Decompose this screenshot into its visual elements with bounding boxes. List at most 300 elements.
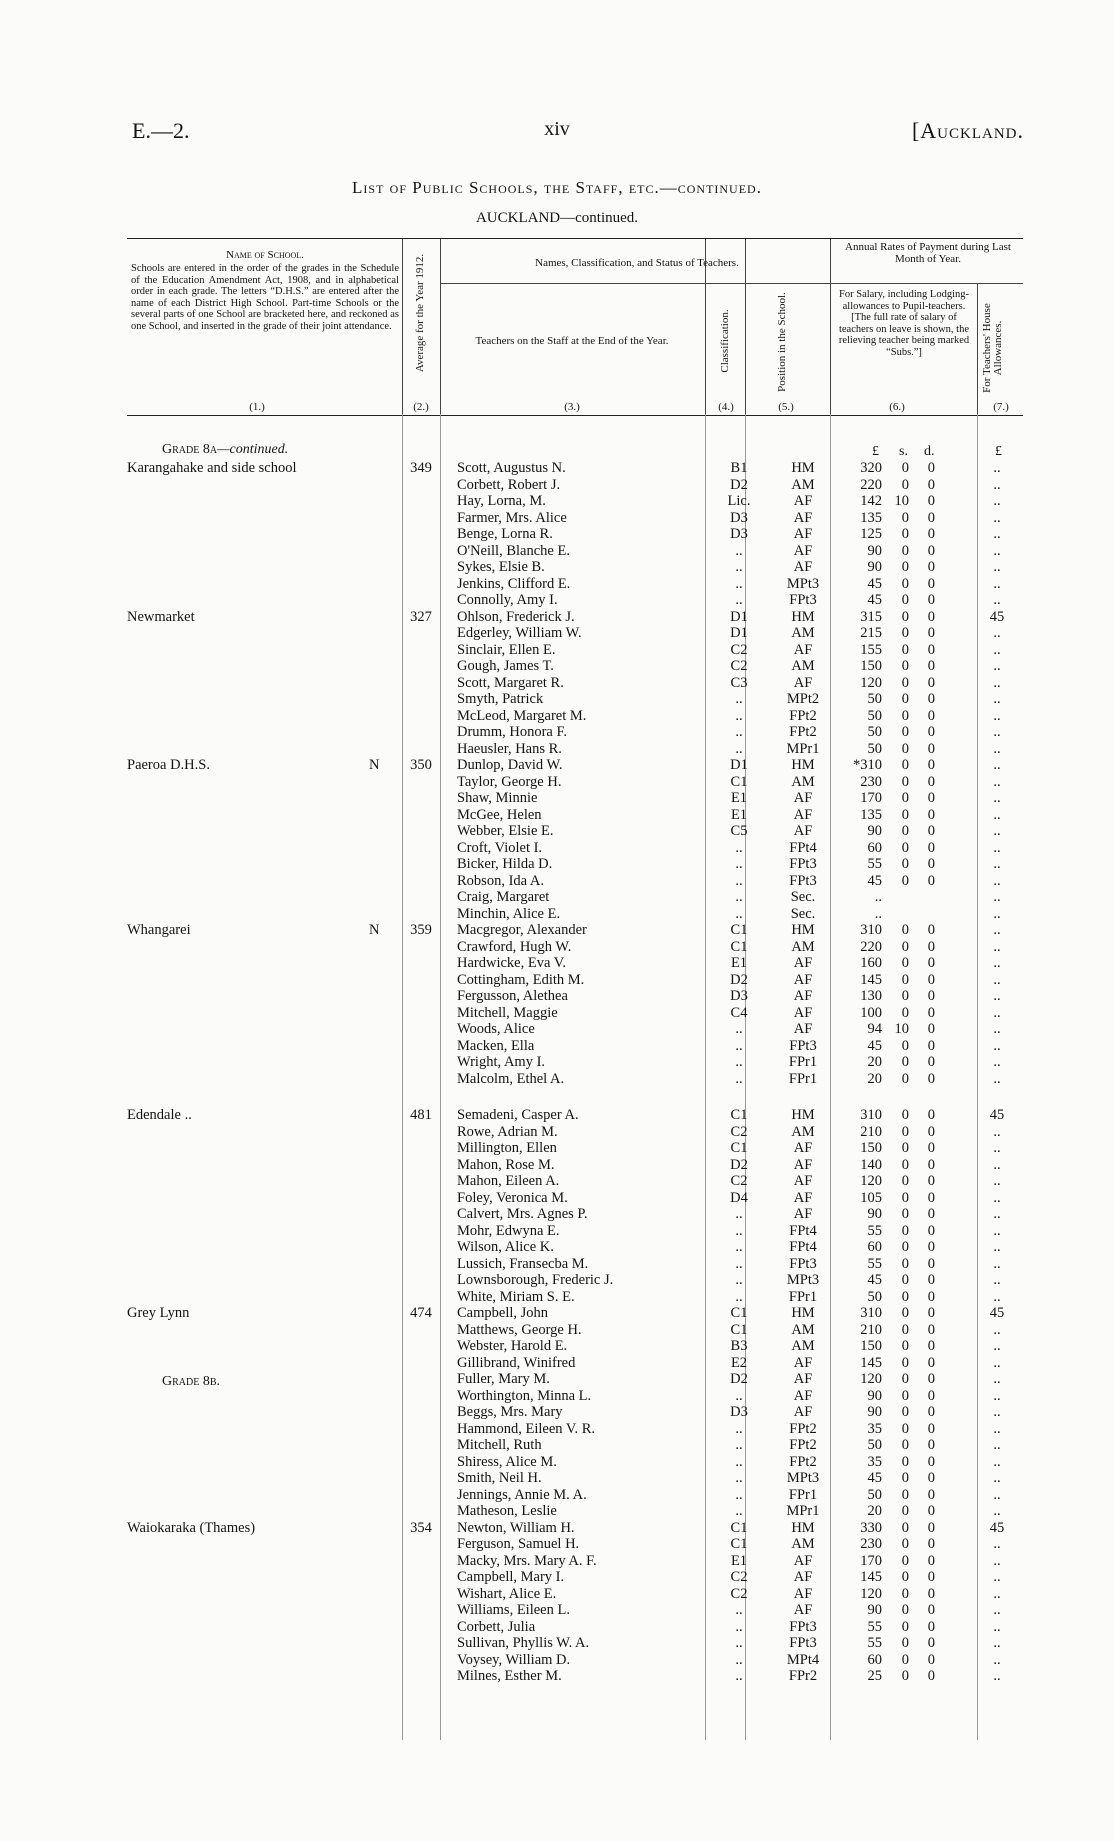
salary-pence: 0 xyxy=(927,1189,935,1206)
table-row xyxy=(127,922,1023,938)
table-row xyxy=(127,1005,1023,1021)
salary-pounds: 60 xyxy=(867,1651,882,1668)
classification: C1 xyxy=(730,1519,748,1536)
table-row xyxy=(127,790,1023,806)
table-row xyxy=(127,807,1023,823)
salary-pounds: 320 xyxy=(860,460,882,476)
teacher-name: Macken, Ella xyxy=(457,1037,535,1054)
classification: .. xyxy=(735,1602,743,1618)
classification: D3 xyxy=(730,509,748,526)
teacher-name: Crawford, Hugh W. xyxy=(457,938,572,955)
position: AF xyxy=(793,509,813,526)
table-row xyxy=(127,642,1023,658)
salary-shillings: 0 xyxy=(901,1206,909,1222)
position: MPr1 xyxy=(786,1503,820,1519)
salary-shillings: 0 xyxy=(901,509,909,526)
salary-pence: 0 xyxy=(927,1420,935,1437)
teacher-name: White, Miriam S. E. xyxy=(457,1288,575,1305)
teachers-header: Teachers on the Staff at the End of the Year. xyxy=(475,335,669,347)
salary-shillings: 0 xyxy=(901,872,909,889)
salary-pounds: 120 xyxy=(860,1371,882,1387)
table-row xyxy=(127,543,1023,559)
salary-pence: 0 xyxy=(927,509,935,526)
salary-pence: 0 xyxy=(927,839,935,856)
salary-pounds: 135 xyxy=(860,509,882,526)
position: AM xyxy=(791,1338,815,1354)
table-row xyxy=(127,1602,1023,1618)
salary-pounds: *310 xyxy=(853,757,882,773)
house-allowance: .. xyxy=(993,592,1001,608)
salary-shillings: 0 xyxy=(901,955,909,971)
house-allowance: .. xyxy=(993,1486,1001,1503)
teacher-name: Mohr, Edwyna E. xyxy=(457,1222,560,1239)
salary-shillings: 0 xyxy=(901,1338,909,1354)
salary-pence: 0 xyxy=(927,1321,935,1338)
salary-pounds: 50 xyxy=(867,740,882,757)
salary-pence: 0 xyxy=(927,1552,935,1569)
salary-pounds: .. xyxy=(874,905,882,922)
position: FPr1 xyxy=(788,1288,818,1305)
position: AF xyxy=(793,493,813,509)
house-allowance: .. xyxy=(993,559,1001,575)
position: AM xyxy=(791,1321,815,1338)
school-average: 349 xyxy=(410,460,432,476)
salary-pence: 0 xyxy=(927,790,935,806)
teacher-name: Edgerley, William W. xyxy=(457,625,582,641)
salary-pounds: 55 xyxy=(867,1618,882,1635)
house-allowance: .. xyxy=(993,1239,1001,1255)
table-row xyxy=(127,1421,1023,1437)
position: FPt3 xyxy=(789,1618,817,1635)
salary-shillings: 0 xyxy=(901,1354,909,1371)
col7-number: (7.) xyxy=(993,401,1009,413)
teacher-name: Mitchell, Ruth xyxy=(457,1437,542,1453)
school-average: 354 xyxy=(410,1519,432,1536)
teacher-name: Shaw, Minnie xyxy=(457,790,538,806)
position: AM xyxy=(791,1123,815,1140)
table-row xyxy=(127,988,1023,1004)
teacher-name: Jenkins, Clifford E. xyxy=(457,575,571,592)
table-row xyxy=(127,576,1023,592)
salary-pence: 0 xyxy=(927,971,935,988)
salary-pounds: 55 xyxy=(867,1635,882,1651)
teacher-name: Ohlson, Frederick J. xyxy=(457,608,575,625)
classification: .. xyxy=(735,1387,743,1404)
position: FPt4 xyxy=(789,1222,817,1239)
classification: .. xyxy=(735,1470,743,1486)
position: FPt2 xyxy=(789,1437,817,1453)
house-allowance: .. xyxy=(993,773,1001,790)
classification: .. xyxy=(735,1437,743,1453)
salary-pounds: 45 xyxy=(867,1272,882,1288)
teacher-name: Foley, Veronica M. xyxy=(457,1189,568,1206)
teacher-name: Beggs, Mrs. Mary xyxy=(457,1404,563,1420)
table-row xyxy=(127,625,1023,641)
table-row xyxy=(127,757,1023,773)
table-row xyxy=(127,1454,1023,1470)
salary-pounds: 50 xyxy=(867,1437,882,1453)
classification: C1 xyxy=(730,1107,748,1123)
classification: .. xyxy=(735,1222,743,1239)
salary-shillings: 0 xyxy=(901,1569,909,1585)
position: HM xyxy=(791,757,815,773)
classification: C2 xyxy=(730,1585,748,1602)
shillings-heading: s. xyxy=(899,444,908,459)
classification: .. xyxy=(735,1272,743,1288)
table-row xyxy=(127,1256,1023,1272)
school-name: Waiokaraka (Thames) xyxy=(127,1519,256,1536)
salary-pence: 0 xyxy=(927,476,935,493)
salary-pounds: 215 xyxy=(860,625,882,641)
col3-number: (3.) xyxy=(564,401,580,413)
classification: E1 xyxy=(730,790,748,806)
classification: .. xyxy=(735,542,743,559)
classification: .. xyxy=(735,1618,743,1635)
table-row xyxy=(127,1569,1023,1585)
salary-pence: 0 xyxy=(927,542,935,559)
teacher-name: Worthington, Minna L. xyxy=(457,1387,592,1404)
teacher-name: Croft, Violet I. xyxy=(457,839,543,856)
table-row xyxy=(127,774,1023,790)
salary-shillings: 0 xyxy=(901,1651,909,1668)
salary-pounds: 90 xyxy=(867,1602,882,1618)
salary-pence: 0 xyxy=(927,922,935,938)
salary-shillings: 0 xyxy=(901,1107,909,1123)
table-row xyxy=(127,724,1023,740)
school-average: 350 xyxy=(410,757,432,773)
teacher-name: Sinclair, Ellen E. xyxy=(457,641,556,658)
teacher-name: Drumm, Honora F. xyxy=(457,724,567,740)
teacher-name: Malcolm, Ethel A. xyxy=(457,1070,565,1087)
salary-shillings: 0 xyxy=(901,1503,909,1519)
salary-shillings: 0 xyxy=(901,922,909,938)
salary-pounds: 140 xyxy=(860,1156,882,1173)
teacher-name: Matthews, George H. xyxy=(457,1321,582,1338)
position: MPt3 xyxy=(786,1470,820,1486)
classification: C1 xyxy=(730,1305,748,1321)
salary-shillings: 0 xyxy=(901,856,909,872)
page-number: xiv xyxy=(544,118,570,140)
salary-header: For Salary, including Lodging-allowances to Pupil-teachers. [The full rate of salary of teachers on leave is shown, the relieving teacher being marked “Subs.”] xyxy=(838,289,970,358)
salary-shillings: 0 xyxy=(901,1635,909,1651)
house-allowance: 45 xyxy=(989,1519,1005,1536)
classification: D1 xyxy=(730,757,748,773)
table-row xyxy=(127,906,1023,922)
salary-pounds: 60 xyxy=(867,1239,882,1255)
classification: .. xyxy=(735,592,743,608)
teacher-name: Hammond, Eileen V. R. xyxy=(457,1420,596,1437)
school-name-description: Schools are entered in the order of the grades in the Schedule of the Education Amendment Act, 1908, and in alphabetical order in each grade. The letters “D.H.S.” are entered after the name of each District High School. Part-time Schools or the several parts of one School are bracketed here, and reckoned as one School, and inserted in the grade of their joint attendance. xyxy=(131,263,399,332)
salary-pence: 0 xyxy=(927,1404,935,1420)
salary-pounds: 130 xyxy=(860,988,882,1004)
house-allowance: .. xyxy=(993,674,1001,691)
position: AF xyxy=(793,542,813,559)
table-row xyxy=(127,1223,1023,1239)
classification: C1 xyxy=(730,922,748,938)
classification: .. xyxy=(735,1635,743,1651)
salary-pounds: 20 xyxy=(867,1054,882,1070)
school-name-header: Name of School. xyxy=(226,249,304,261)
house-allowance: 45 xyxy=(989,608,1005,625)
classification: B3 xyxy=(730,1338,748,1354)
position: AF xyxy=(793,1552,813,1569)
position: AF xyxy=(793,806,813,823)
salary-pounds: 145 xyxy=(860,1354,882,1371)
classification: .. xyxy=(735,1668,743,1684)
table-row xyxy=(127,1355,1023,1371)
col6-number: (6.) xyxy=(889,401,905,413)
position: HM xyxy=(791,1305,815,1321)
house-allowance: .. xyxy=(993,1618,1001,1635)
table-row xyxy=(127,1404,1023,1420)
teacher-name: McGee, Helen xyxy=(457,806,542,823)
classification: .. xyxy=(735,1070,743,1087)
salary-pence: 0 xyxy=(927,1239,935,1255)
classification: C3 xyxy=(730,674,748,691)
classification: .. xyxy=(735,691,743,707)
salary-shillings: 0 xyxy=(901,724,909,740)
col5-number: (5.) xyxy=(778,401,794,413)
pence-heading: d. xyxy=(924,444,935,459)
salary-shillings: 0 xyxy=(901,1453,909,1470)
salary-shillings: 0 xyxy=(901,1404,909,1420)
salary-pounds: 50 xyxy=(867,707,882,724)
salary-pounds: 310 xyxy=(860,922,882,938)
salary-shillings: 0 xyxy=(901,1387,909,1404)
table-row xyxy=(127,1503,1023,1519)
teacher-name: Campbell, John xyxy=(457,1305,549,1321)
salary-pounds: 35 xyxy=(867,1453,882,1470)
position: FPt3 xyxy=(789,1255,817,1272)
salary-pence: 0 xyxy=(927,1123,935,1140)
classification: B1 xyxy=(730,460,748,476)
table-row xyxy=(127,1206,1023,1222)
table-row xyxy=(127,1586,1023,1602)
salary-shillings: 0 xyxy=(901,575,909,592)
salary-shillings: 0 xyxy=(901,542,909,559)
salary-pence: 0 xyxy=(927,1222,935,1239)
salary-pence: 0 xyxy=(927,1272,935,1288)
school-name: Newmarket xyxy=(127,608,195,625)
pounds-heading: £ xyxy=(872,444,879,459)
classification: E2 xyxy=(730,1354,748,1371)
salary-shillings: 0 xyxy=(901,526,909,542)
house-allowance: .. xyxy=(993,1070,1001,1087)
table-row xyxy=(127,1652,1023,1668)
house-allowance: .. xyxy=(993,1173,1001,1189)
classification: D2 xyxy=(730,971,748,988)
salary-shillings: 0 xyxy=(901,1222,909,1239)
salary-pounds: 45 xyxy=(867,1037,882,1054)
salary-pence: 0 xyxy=(927,1354,935,1371)
school-staff-table xyxy=(127,414,1023,1740)
salary-shillings: 0 xyxy=(901,1486,909,1503)
salary-pounds: 155 xyxy=(860,641,882,658)
teacher-name: Corbett, Robert J. xyxy=(457,476,561,493)
salary-shillings: 0 xyxy=(901,773,909,790)
position: AM xyxy=(791,938,815,955)
house-allowance: .. xyxy=(993,460,1001,476)
teacher-name: Woods, Alice xyxy=(457,1021,535,1037)
table-row xyxy=(127,840,1023,856)
col4-number: (4.) xyxy=(718,401,734,413)
school-name: Grey Lynn xyxy=(127,1305,190,1321)
house-allowance: .. xyxy=(993,988,1001,1004)
house-allowance: .. xyxy=(993,1206,1001,1222)
classification: .. xyxy=(735,856,743,872)
table-row xyxy=(127,1470,1023,1486)
salary-pence: 0 xyxy=(927,674,935,691)
allowance-pounds-heading: £ xyxy=(995,444,1002,459)
document-subtitle: AUCKLAND—continued. xyxy=(475,210,639,226)
position: HM xyxy=(791,1107,815,1123)
table-row xyxy=(127,1536,1023,1552)
position: AF xyxy=(793,790,813,806)
teacher-name: Benge, Lorna R. xyxy=(457,526,553,542)
salary-shillings: 0 xyxy=(901,806,909,823)
classification: D4 xyxy=(730,1189,748,1206)
salary-pence: 0 xyxy=(927,1618,935,1635)
classification: .. xyxy=(735,889,743,905)
salary-pence: 0 xyxy=(927,955,935,971)
house-allowance: .. xyxy=(993,1536,1001,1552)
teacher-name: Corbett, Julia xyxy=(457,1618,536,1635)
table-row xyxy=(127,1190,1023,1206)
table-row xyxy=(127,675,1023,691)
house-allowance: .. xyxy=(993,955,1001,971)
position: MPt3 xyxy=(786,1272,820,1288)
teacher-name: Calvert, Mrs. Agnes P. xyxy=(457,1206,588,1222)
teacher-name: O'Neill, Blanche E. xyxy=(457,542,570,559)
house-allowance: 45 xyxy=(989,1305,1005,1321)
house-allowance: .. xyxy=(993,575,1001,592)
salary-shillings: 0 xyxy=(901,1536,909,1552)
position: FPr2 xyxy=(788,1668,818,1684)
salary-shillings: 10 xyxy=(894,1021,909,1037)
salary-shillings: 0 xyxy=(901,658,909,674)
teacher-name: Williams, Eileen L. xyxy=(457,1602,570,1618)
classification: C1 xyxy=(730,1140,748,1156)
salary-shillings: 0 xyxy=(901,1585,909,1602)
position: AF xyxy=(793,1569,813,1585)
salary-pounds: 50 xyxy=(867,1486,882,1503)
salary-shillings: 0 xyxy=(901,740,909,757)
col2-number: (2.) xyxy=(413,401,429,413)
classification: .. xyxy=(735,1239,743,1255)
position: FPt2 xyxy=(789,707,817,724)
salary-shillings: 0 xyxy=(901,790,909,806)
position: FPt3 xyxy=(789,856,817,872)
table-row xyxy=(127,559,1023,575)
house-allowance: 45 xyxy=(989,1107,1005,1123)
position: FPt2 xyxy=(789,1453,817,1470)
house-allowance: .. xyxy=(993,1503,1001,1519)
salary-pounds: 210 xyxy=(860,1321,882,1338)
salary-pence: 0 xyxy=(927,575,935,592)
salary-shillings: 0 xyxy=(901,625,909,641)
salary-pence: 0 xyxy=(927,460,935,476)
salary-pence: 0 xyxy=(927,1070,935,1087)
salary-pence: 0 xyxy=(927,1387,935,1404)
position: AF xyxy=(793,1371,813,1387)
salary-pence: 0 xyxy=(927,1503,935,1519)
house-allowance: .. xyxy=(993,1437,1001,1453)
salary-pence: 0 xyxy=(927,1037,935,1054)
salary-pence: 0 xyxy=(927,641,935,658)
position: FPt3 xyxy=(789,1037,817,1054)
table-row xyxy=(127,1021,1023,1037)
house-allowance: .. xyxy=(993,1569,1001,1585)
position: AF xyxy=(793,1206,813,1222)
house-allowance: .. xyxy=(993,658,1001,674)
position: FPt3 xyxy=(789,592,817,608)
teacher-name: Jennings, Annie M. A. xyxy=(457,1486,587,1503)
salary-shillings: 0 xyxy=(901,1123,909,1140)
salary-pence: 0 xyxy=(927,938,935,955)
teacher-name: Sullivan, Phyllis W. A. xyxy=(457,1635,590,1651)
teacher-name: Rowe, Adrian M. xyxy=(457,1123,558,1140)
classification: E1 xyxy=(730,955,748,971)
salary-pence: 0 xyxy=(927,823,935,839)
teacher-name: Gillibrand, Winifred xyxy=(457,1354,576,1371)
salary-pence: 0 xyxy=(927,707,935,724)
table-row xyxy=(127,1038,1023,1054)
salary-shillings: 0 xyxy=(901,1189,909,1206)
salary-pounds: 50 xyxy=(867,1288,882,1305)
house-allowance: .. xyxy=(993,707,1001,724)
salary-shillings: 0 xyxy=(901,707,909,724)
salary-shillings: 0 xyxy=(901,1156,909,1173)
salary-pence: 0 xyxy=(927,1255,935,1272)
classification: C2 xyxy=(730,641,748,658)
salary-pounds: 150 xyxy=(860,658,882,674)
house-allowance: .. xyxy=(993,691,1001,707)
teacher-name: Bicker, Hilda D. xyxy=(457,856,553,872)
salary-shillings: 0 xyxy=(901,476,909,493)
school-name: Paeroa D.H.S. xyxy=(127,757,210,773)
house-allowance: .. xyxy=(993,1054,1001,1070)
position: AF xyxy=(793,1354,813,1371)
position: FPt4 xyxy=(789,839,817,856)
table-row xyxy=(127,972,1023,988)
salary-pounds: 230 xyxy=(860,1536,882,1552)
house-allowance: .. xyxy=(993,1272,1001,1288)
salary-pounds: 330 xyxy=(860,1519,882,1536)
salary-pence: 0 xyxy=(927,1668,935,1684)
salary-shillings: 0 xyxy=(901,691,909,707)
position: AM xyxy=(791,658,815,674)
classification: C1 xyxy=(730,773,748,790)
table-row xyxy=(127,873,1023,889)
house-allowance: .. xyxy=(993,1338,1001,1354)
teacher-name: Gough, James T. xyxy=(457,658,554,674)
salary-shillings: 0 xyxy=(901,1255,909,1272)
table-row xyxy=(127,1289,1023,1305)
salary-pounds: 45 xyxy=(867,1470,882,1486)
position: HM xyxy=(791,460,815,476)
salary-pence: 0 xyxy=(927,1173,935,1189)
table-row xyxy=(127,1054,1023,1070)
salary-pounds: 220 xyxy=(860,476,882,493)
salary-shillings: 0 xyxy=(901,839,909,856)
salary-pence: 0 xyxy=(927,691,935,707)
table-row xyxy=(127,889,1023,905)
classification: E1 xyxy=(730,806,748,823)
grade-heading: Grade 8b. xyxy=(162,1374,221,1389)
teacher-name: Haeusler, Hans R. xyxy=(457,740,562,757)
classification: .. xyxy=(735,1651,743,1668)
salary-shillings: 0 xyxy=(901,971,909,988)
